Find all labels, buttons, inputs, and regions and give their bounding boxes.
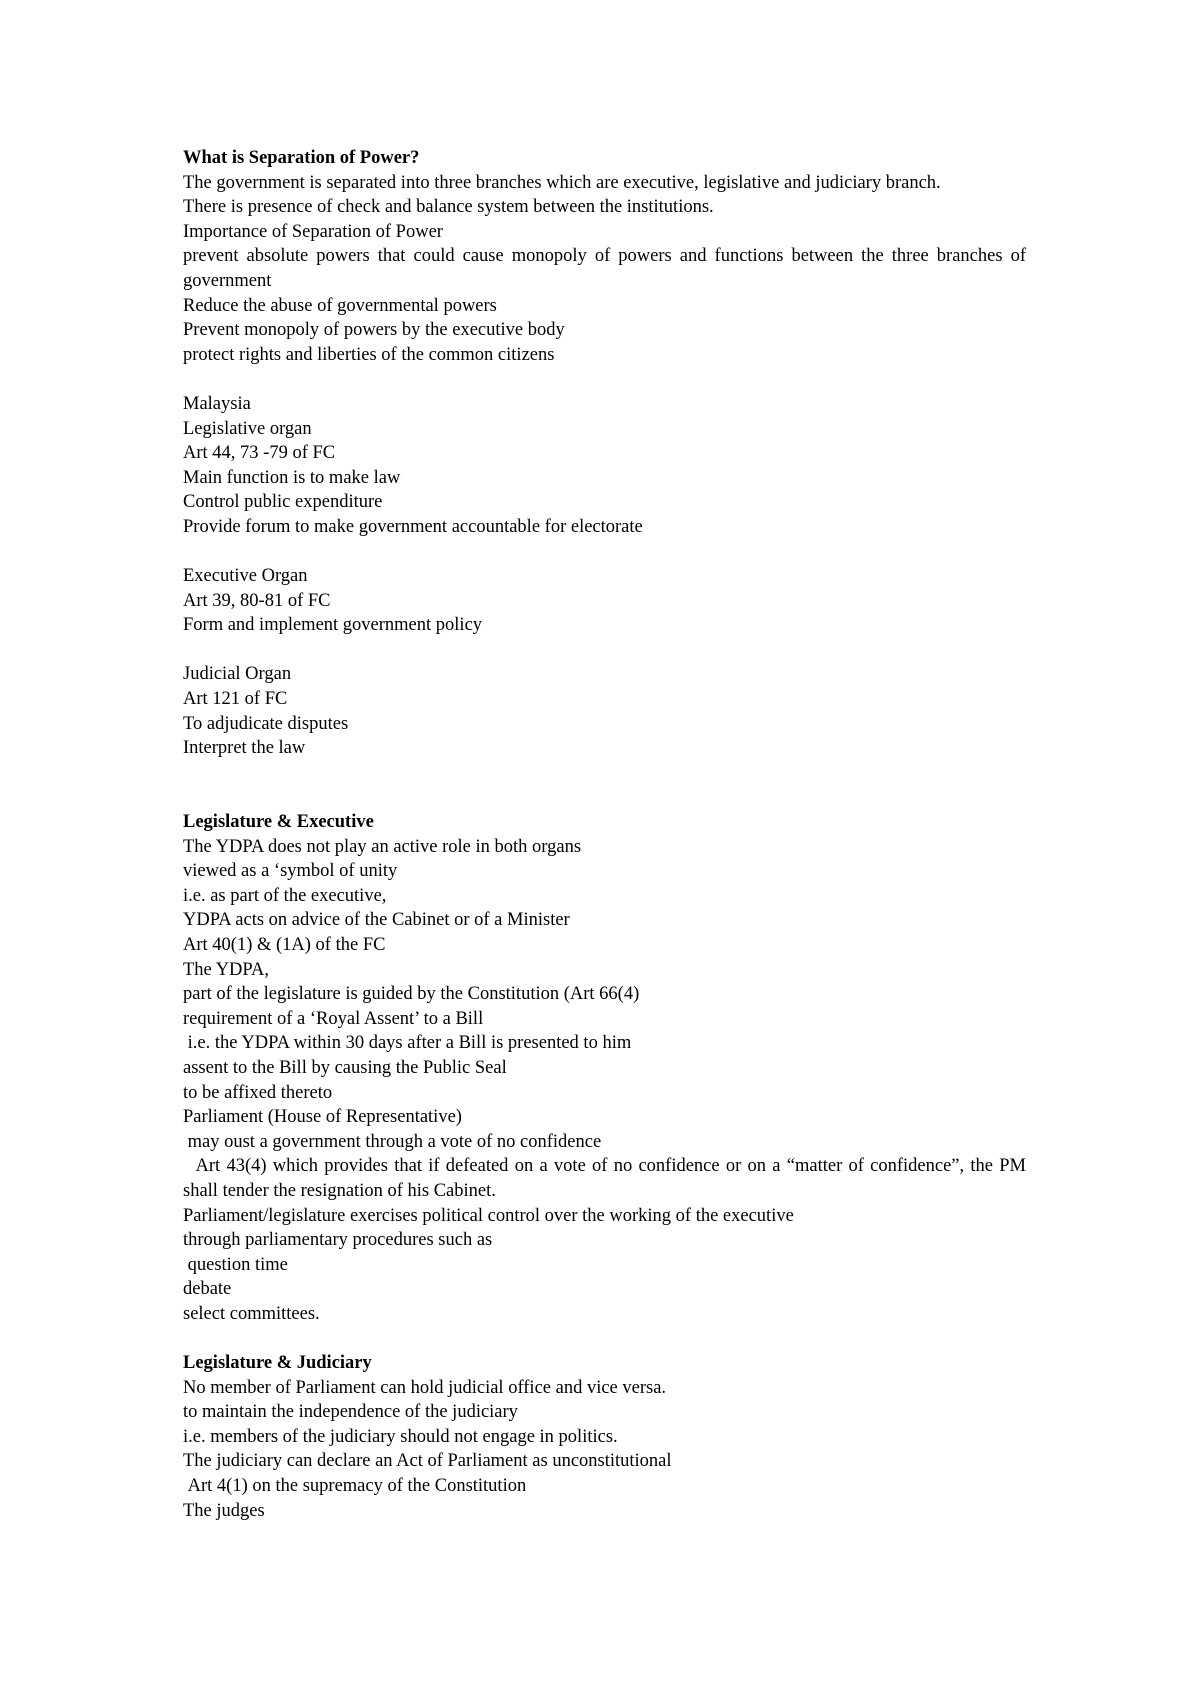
paragraph-line: to be affixed thereto [183,1082,333,1103]
paragraph-line: The YDPA does not play an active role in both organs [183,836,582,857]
paragraph-line: i.e. the YDPA within 30 days after a Bill is presented to him [183,1033,632,1054]
section-heading-legislature-executive: Legislature & Executive [183,812,374,833]
paragraph-line: Control public expenditure [183,492,383,513]
paragraph-line: Provide forum to make government accountable for electorate [183,516,643,537]
paragraph-line: There is presence of check and balance system between the institutions. [183,197,714,218]
paragraph-line: prevent absolute powers that could cause monopoly of powers and functions between the three branches of government [183,246,1031,291]
paragraph-line: Legislative organ [183,418,312,439]
paragraph-line: may oust a government through a vote of no confidence [183,1131,602,1152]
paragraph-line: To adjudicate disputes [183,713,349,734]
paragraph-line: Art 44, 73 -79 of FC [183,443,336,464]
paragraph-line: i.e. as part of the executive, [183,885,387,906]
paragraph-line: debate [183,1279,232,1300]
paragraph-line: Malaysia [183,393,251,414]
paragraph-line: Reduce the abuse of governmental powers [183,295,497,316]
paragraph-line: The YDPA, [183,959,269,980]
paragraph-line: Prevent monopoly of powers by the executive body [183,320,565,341]
paragraph-line: protect rights and liberties of the common citizens [183,344,555,365]
blank-line [183,638,1026,663]
paragraph-line: The judges [183,1500,265,1521]
paragraph-line: Parliament (House of Representative) [183,1107,462,1128]
paragraph-line: Form and implement government policy [183,615,483,636]
paragraph-line: Interpret the law [183,738,306,759]
paragraph-line: The government is separated into three branches which are executive, legislative and judiciary branch. [183,172,941,193]
paragraph-line: The judiciary can declare an Act of Parliament as unconstitutional [183,1451,672,1472]
paragraph-line: Art 121 of FC [183,689,288,710]
paragraph-line: Main function is to make law [183,467,401,488]
paragraph-line: to maintain the independence of the judiciary [183,1402,518,1423]
paragraph-line: Parliament/legislature exercises political control over the working of the executive [183,1205,794,1226]
paragraph-line: select committees. [183,1303,320,1324]
paragraph-line: Art 40(1) & (1A) of the FC [183,935,386,955]
blank-line [183,367,1026,392]
paragraph-line: Executive Organ [183,566,308,587]
paragraph-line: i.e. members of the judiciary should not engage in politics. [183,1426,618,1447]
paragraph-line: Art 4(1) on the supremacy of the Constitution [183,1476,527,1497]
paragraph-line: assent to the Bill by causing the Public Seal [183,1057,507,1078]
blank-line [183,1327,1026,1352]
paragraph-line: YDPA acts on advice of the Cabinet or of a Minister [183,910,570,931]
document-page [183,146,1031,1523]
paragraph-line: Judicial Organ [183,664,292,685]
paragraph-line: part of the legislature is guided by the Constitution (Art 66(4) [183,984,640,1005]
paragraph-line: viewed as a ‘symbol of unity [183,861,398,882]
blank-line [183,540,1026,565]
section-heading-separation-of-power: What is Separation of Power? [183,148,420,168]
paragraph-line: No member of Parliament can hold judicial office and vice versa. [183,1377,667,1398]
paragraph-line: Importance of Separation of Power [183,221,443,242]
paragraph-line: requirement of a ‘Royal Assent’ to a Bill [183,1008,484,1029]
paragraph-line: Art 39, 80-81 of FC [183,590,331,611]
paragraph-line: question time [183,1254,288,1275]
blank-lines [183,761,1026,810]
paragraph-line: Art 43(4) which provides that if defeated on a vote of no confidence or on a “matter of confidence”, the PM shall tender the resignation of his Cabinet. [183,1156,1031,1201]
section-heading-legislature-judiciary: Legislature & Judiciary [183,1353,372,1374]
paragraph-line: through parliamentary procedures such as [183,1230,493,1251]
